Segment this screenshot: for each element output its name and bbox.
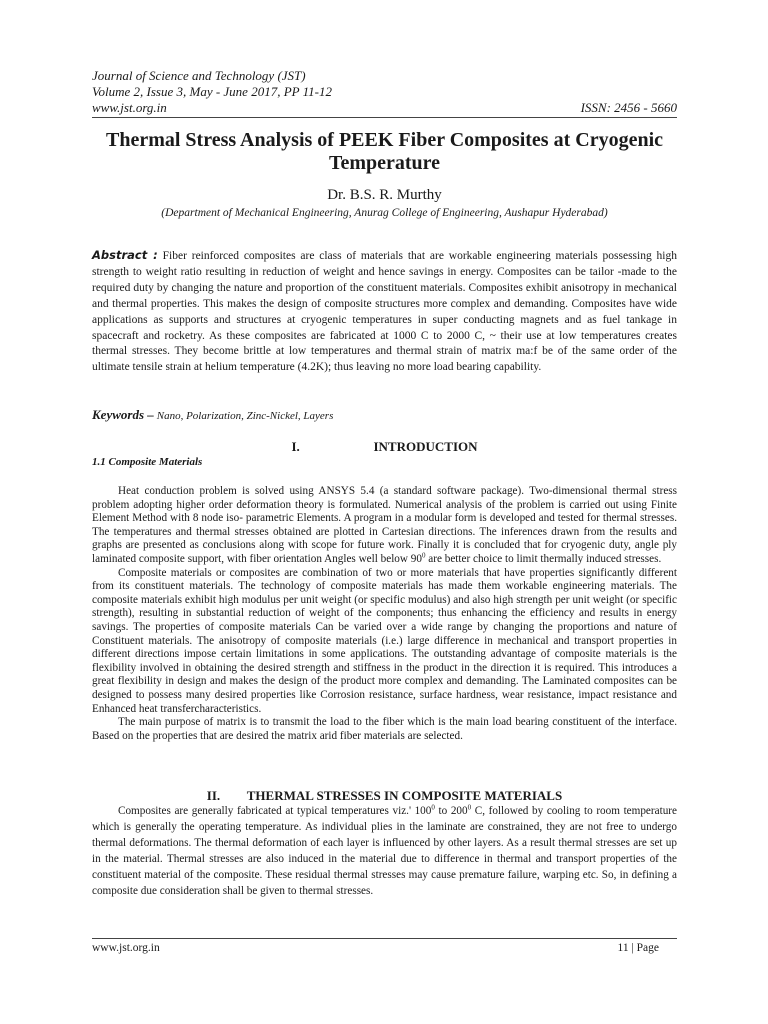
section-2-body	[92, 803, 677, 900]
keywords	[92, 407, 677, 424]
affiliation: (Department of Mechanical Engineering, Anurag College of Engineering, Aushapur Hyderabad)	[161, 207, 608, 219]
footer-rule	[92, 938, 677, 939]
section-2-number: II.	[206, 788, 221, 803]
abstract-label: Abstract :	[92, 248, 158, 262]
page-number: 11 | Page	[617, 942, 659, 954]
issn: ISSN: 2456 - 5660	[580, 100, 677, 115]
section-2-text-c: C, followed by cooling to room temperature which is generally the operating temperature. As individual plies in the laminate are constrained, they are not free to undergo thermal deformations. The thermal deformation of each layer is influenced by other layers. As a result thermal stresses are set up in the material. Thermal stresses are also induced in the material due to difference in thermal and transport properties of the constituent material of the composite. These residual thermal stresses may cause premature failure, warping etc. So, in defining a composite due consideration shall be given to thermal stresses.	[92, 805, 677, 898]
section-1-title: INTRODUCTION	[373, 439, 478, 454]
superscript: 0	[431, 803, 435, 812]
paragraph-3: The main purpose of matrix is to transmit the load to the fiber which is the main load bearing constituent of the interface. Based on the properties that are desired the matrix arid fiber materials are selected.	[92, 716, 677, 742]
superscript: 0	[421, 551, 426, 560]
paragraph-1-text: Heat conduction problem is solved using ANSYS 5.4 (a standard software package). Two-dimensional thermal stress problem adopting higher order deformation theory is formulated. Numerical analysis of the problem is carried out using Finite Element Method with 8 node iso- parametric Elements. A program in a modular form is developed and tested for thermal stresses. The temperatures and thermal stresses obtained are plotted in Cartesian directions. The inferences drawn from the results and graphs are presented as conclusions along with scope for future work. Finally it is concluded that for cryogenic duty, angle ply laminated composite support, with fiber orientation Angles well below 90	[92, 485, 677, 565]
abstract-text: Fiber reinforced composites are class of materials that are workable engineering materials possessing high strength to weight ratio resulting in reduction of weight and hence savings in energy. Composites can be tailor -made to the required duty by changing the nature and proportion of the constituent materials. Composites exhibit anisotropy in mechanical and thermal properties. This makes the design of composite structures more complex and demanding. Composites have wide applications as supports and structures at cryogenic temperatures in super conducting magnets and as fuel tankage in spacecraft and rocketry. As these composites are fabricated at 1000 C to 2000 C, ~ their use at low temperatures creates thermal stresses. They become brittle at low temperatures and thermal strain of matrix ma:f be of the same order of the ultimate tensile strain at helium temperature (4.2K); thus leaving no more load bearing capability.	[92, 250, 677, 374]
section-1-body	[92, 485, 677, 743]
paragraph-2: Composite materials or composites are combination of two or more materials that have properties significantly different from its constituent materials. The technology of composite materials has made them workable engineering materials. The composite materials exhibit high modulus per unit weight (or specific modulus) and also high strength per unit weight (or specific strength), resulting in substantial reduction of weight of the components; thus enhancing the efficiency and results in energy savings. The properties of composite materials Can be varied over a wide range by changing the proportions and nature of Constituent materials. The anisotropy of composite materials (i.e.) large difference in mechanical and transport properties in different directions impose certain limitations in some applications. The outstanding advantage of composite materials is the flexibility involved in obtaining the desired strength and stiffness in the product in the direction it is required. This introduces a great flexibility in design and makes the design of the product more complex and demanding. The Laminated composites can be designed to possess many desired properties like Corrosion resistance, surface hardness, wear resistance, impact resistance and Enhanced heat transfercharacteristics.	[92, 566, 677, 715]
paper-page	[92, 0, 677, 1024]
keywords-values: Nano, Polarization, Zinc-Nickel, Layers	[156, 410, 334, 422]
abstract	[92, 248, 677, 376]
subsection-heading: 1.1 Composite Materials	[92, 456, 203, 468]
section-1-number: I.	[291, 439, 300, 454]
journal-name: Journal of Science and Technology (JST)	[92, 68, 306, 83]
section-2-heading	[92, 788, 677, 804]
paragraph-1-text-end: are better choice to limit thermally induced stresses.	[425, 552, 662, 565]
keywords-label: Keywords –	[92, 407, 154, 422]
section-2-paragraph	[92, 803, 677, 900]
superscript: 0	[467, 803, 472, 812]
paper-title-line-1: Thermal Stress Analysis of PEEK Fiber Composites at Cryogenic	[105, 129, 664, 151]
author: Dr. B.S. R. Murthy	[327, 187, 442, 203]
section-2-text-b: to 200	[434, 805, 468, 817]
journal-website: www.jst.org.in	[92, 100, 167, 115]
header-rule	[92, 117, 677, 118]
section-2-text-a: Composites are generally fabricated at typical temperatures viz.' 100	[118, 805, 432, 817]
section-2-title: THERMAL STRESSES IN COMPOSITE MATERIALS	[246, 788, 563, 803]
journal-volume: Volume 2, Issue 3, May - June 2017, PP 11-12	[92, 84, 332, 99]
section-1-heading	[92, 439, 677, 455]
paper-title-line-2: Temperature	[328, 152, 441, 174]
footer-website: www.jst.org.in	[92, 942, 160, 954]
paragraph-1	[92, 485, 677, 567]
